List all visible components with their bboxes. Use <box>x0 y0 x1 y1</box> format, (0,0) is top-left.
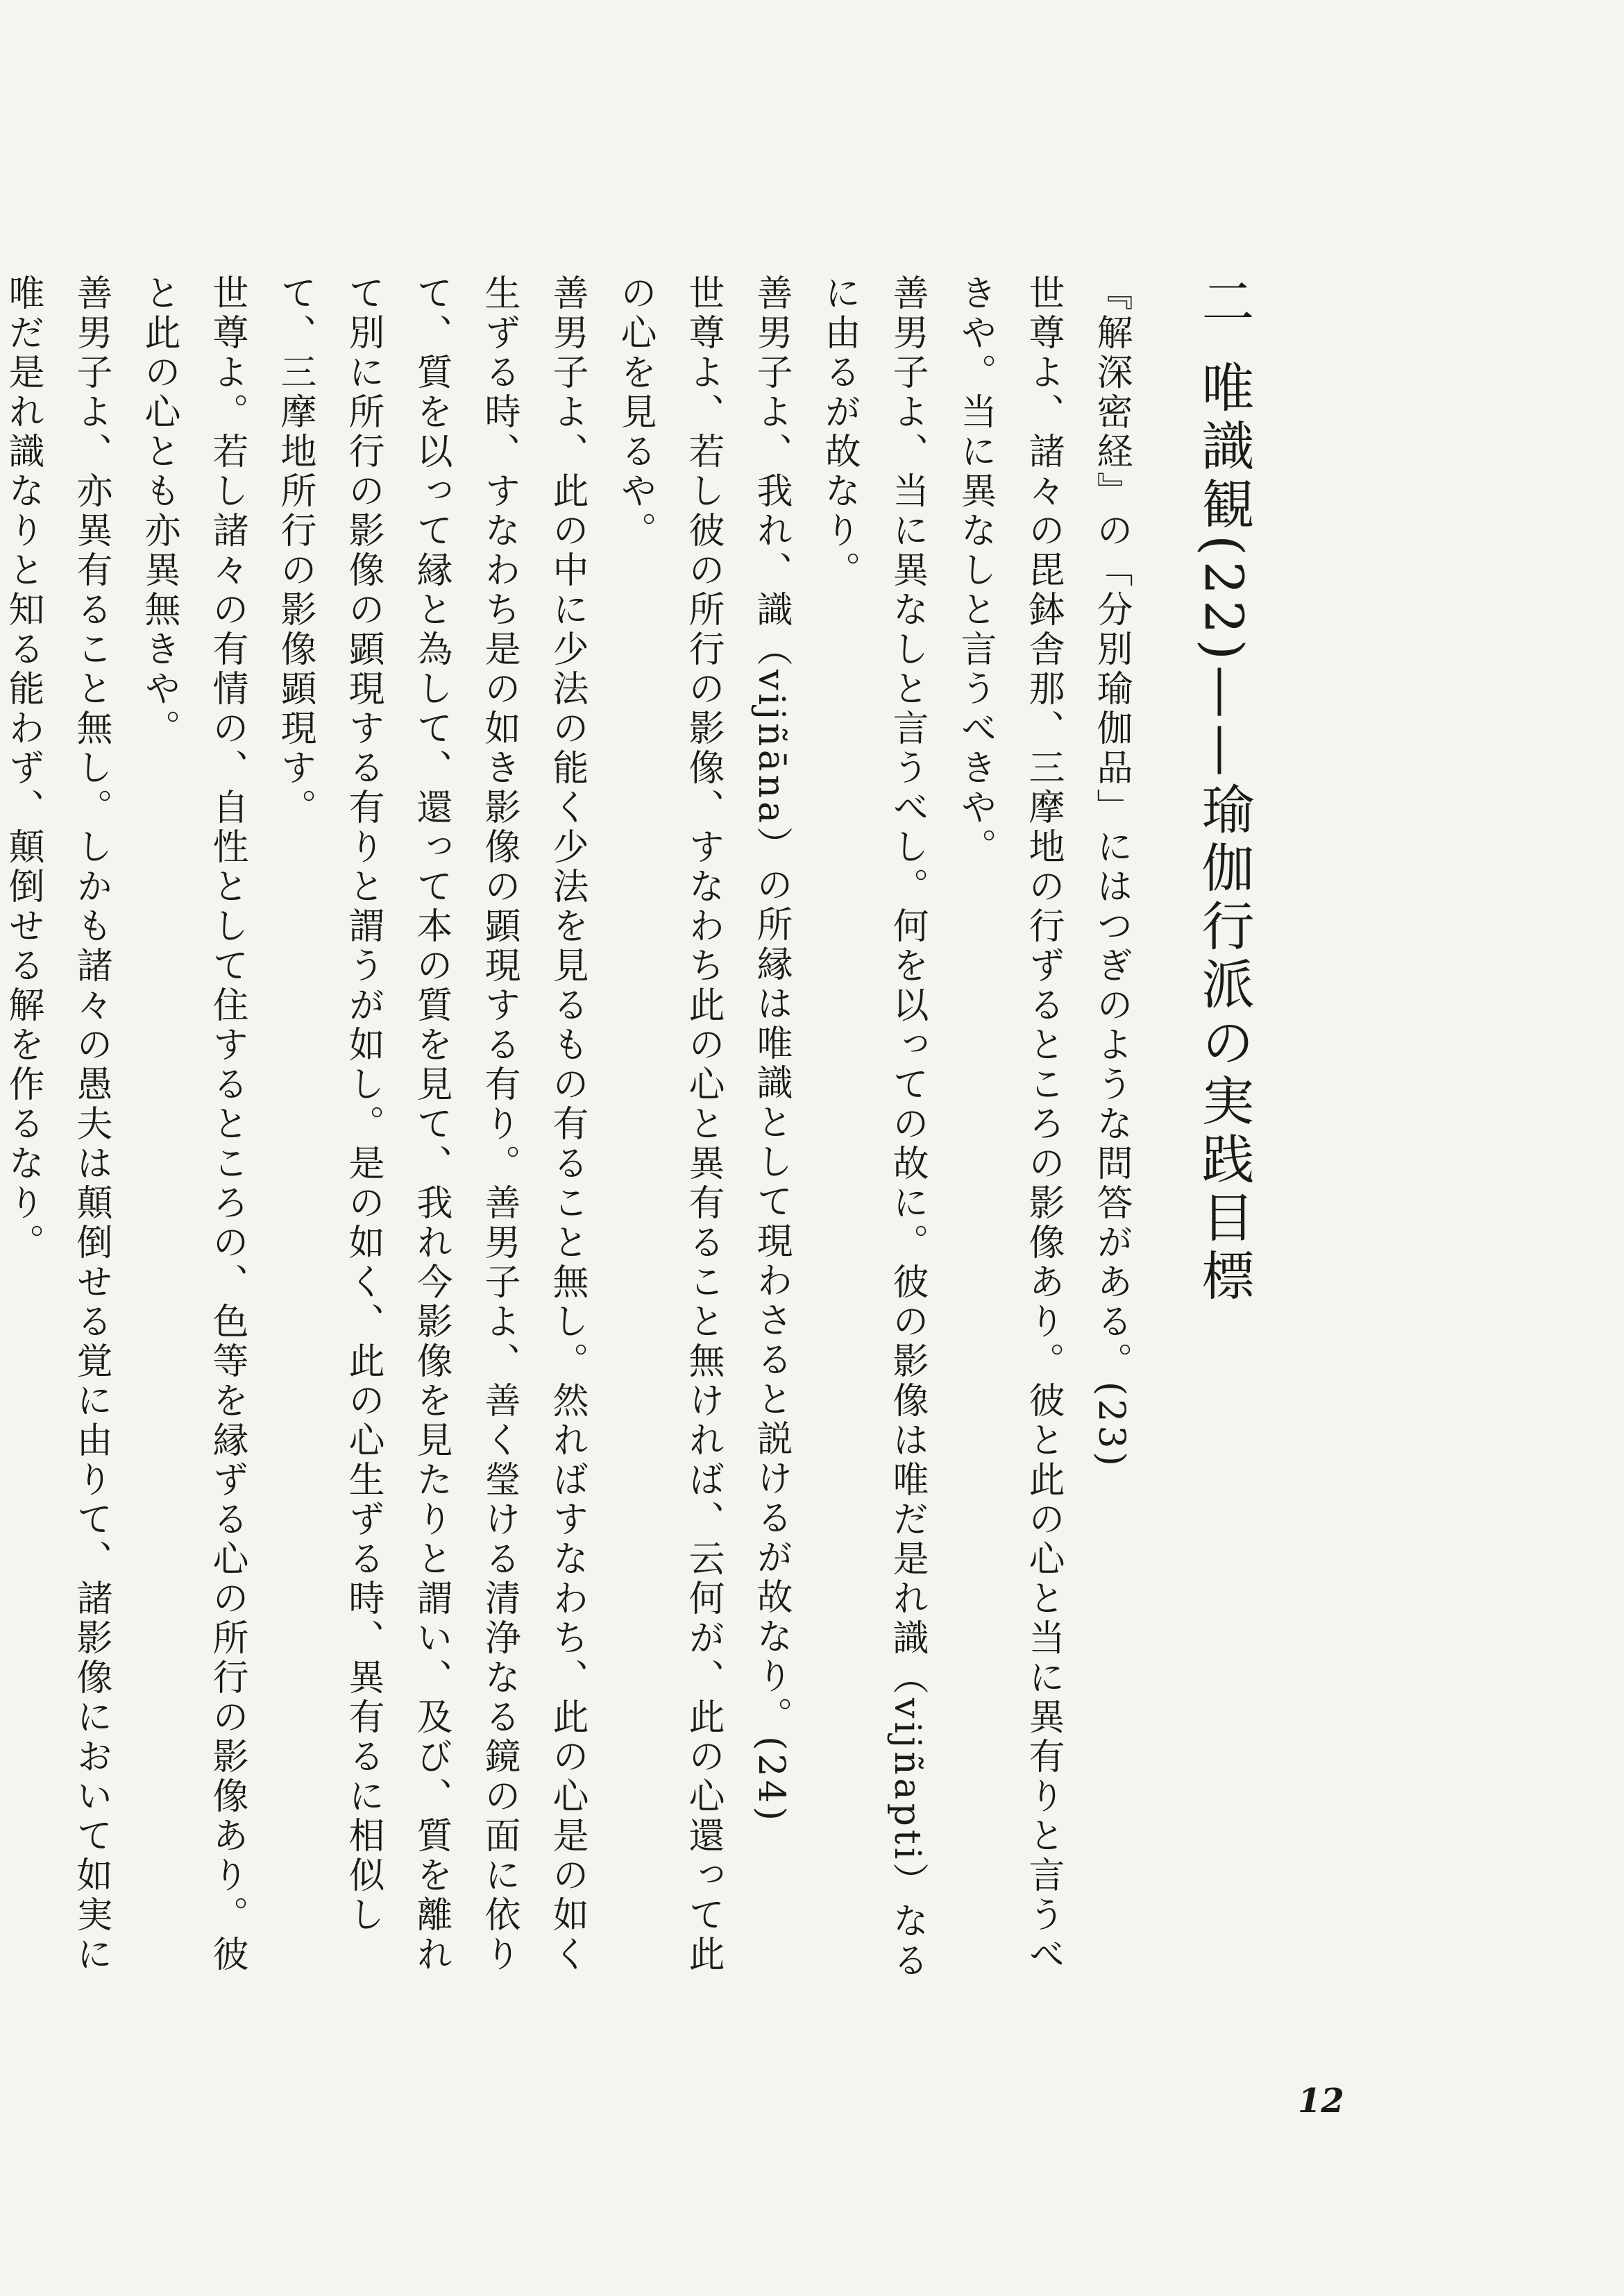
page-number: 12 <box>1298 2082 1344 2120</box>
paragraph: 善男子よ、当に異なしと言うべし。何を以っての故に。彼の影像は唯だ是れ識（vijñapti）なるに由るが故なり。 <box>818 274 928 1982</box>
paragraph: 善男子よ、亦異有ること無し。しかも諸々の愚夫は顛倒せる覚に由りて、諸影像において如実に唯だ是れ識なりと知る能わず、顛倒せる解を作るなり。 <box>2 274 112 1975</box>
paragraph: 世尊よ。若し諸々の有情の、自性として住するところの、色等を縁ずる心の所行の影像あり。彼と此の心とも亦異無きや。 <box>138 274 248 1975</box>
section-number: 二 <box>1193 274 1255 332</box>
paragraph: 世尊よ、諸々の毘鉢舎那、三摩地の行ずるところの影像あり。彼と此の心と当に異有りと言うべきや。当に異なしと言うべきや。 <box>954 274 1064 1975</box>
body-text <box>2 274 1145 2009</box>
section-heading <box>1193 274 1255 1307</box>
section-title: 唯識観(22)——瑜伽行派の実践目標 <box>1193 360 1255 1307</box>
paragraph: 善男子よ、我れ、識（vijñāna）の所縁は唯識として現わさると説けるが故なり。(24) <box>750 274 792 1824</box>
paragraph: 善男子よ、此の中に少法の能く少法を見るもの有ること無し。然ればすなわち、此の心是の如く生ずる時、すなわち是の如き影像の顕現する有り。善男子よ、善く瑩ける清浄なる鏡の面に依りて、質を以って縁と為して、還って本の質を見て、我れ今影像を見たりと謂い、及び、質を離れて別に所行の影像の顕現する有りと謂うが如し。是の如く、此の心生ずる時、異有るに相似して、三摩地所行の影像顕現す。 <box>274 274 588 1975</box>
paragraph: 世尊よ、若し彼の所行の影像、すなわち此の心と異有ること無ければ、云何が、此の心還って此の心を見るや。 <box>614 274 724 1975</box>
paragraph: 『解深密経』の「分別瑜伽品」にはつぎのような問答がある。(23) <box>1090 274 1132 1470</box>
